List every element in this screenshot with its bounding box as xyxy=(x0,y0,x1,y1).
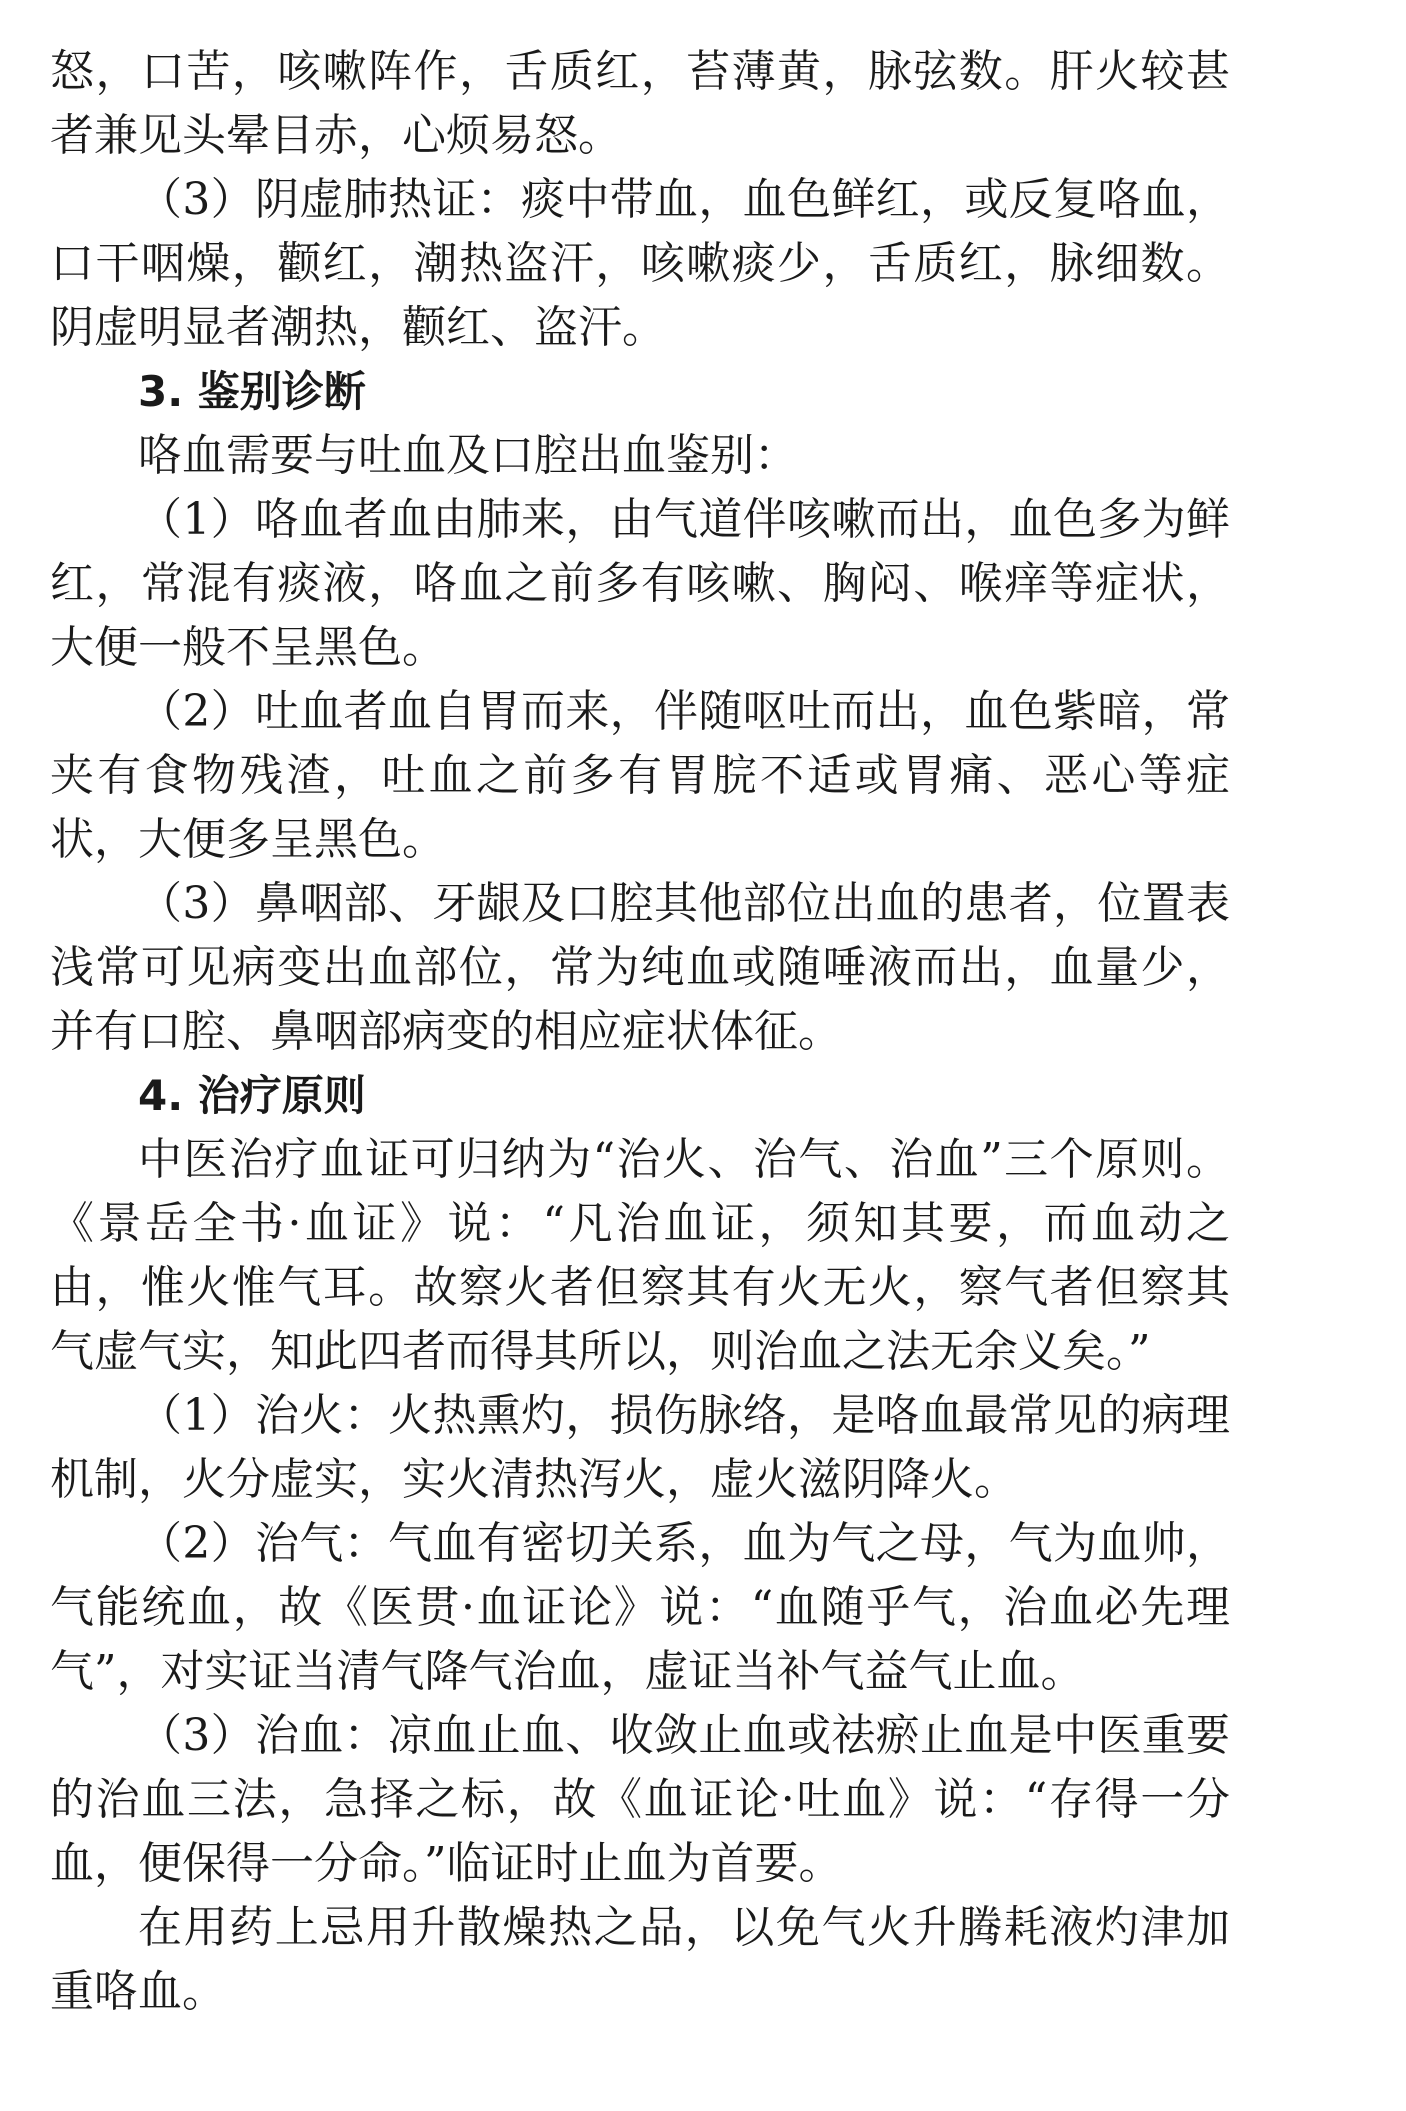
paragraph-treat-fire: （1）治火：火热熏灼，损伤脉络，是咯血最常见的病理机制，火分虚实，实火清热泻火，虚火滋阴降火。 xyxy=(50,1390,1230,1505)
paragraph-differential-oral-bleeding: （3）鼻咽部、牙龈及口腔其他部位出血的患者，位置表浅常可见病变出血部位，常为纯血或随唾液而出，血量少，并有口腔、鼻咽部病变的相应症状体征。 xyxy=(50,878,1230,1057)
paragraph-continued-symptoms: 怒，口苦，咳嗽阵作，舌质红，苔薄黄，脉弦数。肝火较甚者兼见头晕目赤，心烦易怒。 xyxy=(50,46,1230,161)
document-page xyxy=(50,40,1230,2024)
paragraph-treat-qi: （2）治气：气血有密切关系，血为气之母，气为血帅，气能统血，故《医贯·血证论》说：“血随乎气，治血必先理气”，对实证当清气降气治血，虚证当补气益气止血。 xyxy=(50,1518,1230,1697)
paragraph-treat-blood: （3）治血：凉血止血、收敛止血或祛瘀止血是中医重要的治血三法，急择之标，故《血证论·吐血》说：“存得一分血，便保得一分命。”临证时止血为首要。 xyxy=(50,1710,1230,1889)
paragraph-differential-hematemesis: （2）吐血者血自胃而来，伴随呕吐而出，血色紫暗，常夹有食物残渣，吐血之前多有胃脘不适或胃痛、恶心等症状，大便多呈黑色。 xyxy=(50,686,1230,865)
paragraph-treatment-overview: 中医治疗血证可归纳为“治火、治气、治血”三个原则。《景岳全书·血证》说：“凡治血证，须知其要，而血动之由，惟火惟气耳。故察火者但察其有火无火，察气者但察其气虚气实，知此四者而得其所以，则治血之法无余义矣。” xyxy=(50,1134,1230,1377)
paragraph-differential-intro: 咯血需要与吐血及口腔出血鉴别： xyxy=(138,430,798,481)
section-heading-differential-diagnosis: 3. 鉴别诊断 xyxy=(138,367,366,416)
section-heading-treatment-principles: 4. 治疗原则 xyxy=(138,1071,366,1120)
paragraph-yin-deficiency-lung-heat: （3）阴虚肺热证：痰中带血，血色鲜红，或反复咯血，口干咽燥，颧红，潮热盗汗，咳嗽痰少，舌质红，脉细数。阴虚明显者潮热，颧红、盗汗。 xyxy=(50,174,1230,353)
paragraph-medication-caution: 在用药上忌用升散燥热之品，以免气火升腾耗液灼津加重咯血。 xyxy=(50,1902,1230,2017)
paragraph-differential-hemoptysis: （1）咯血者血由肺来，由气道伴咳嗽而出，血色多为鲜红，常混有痰液，咯血之前多有咳嗽、胸闷、喉痒等症状，大便一般不呈黑色。 xyxy=(50,494,1230,673)
